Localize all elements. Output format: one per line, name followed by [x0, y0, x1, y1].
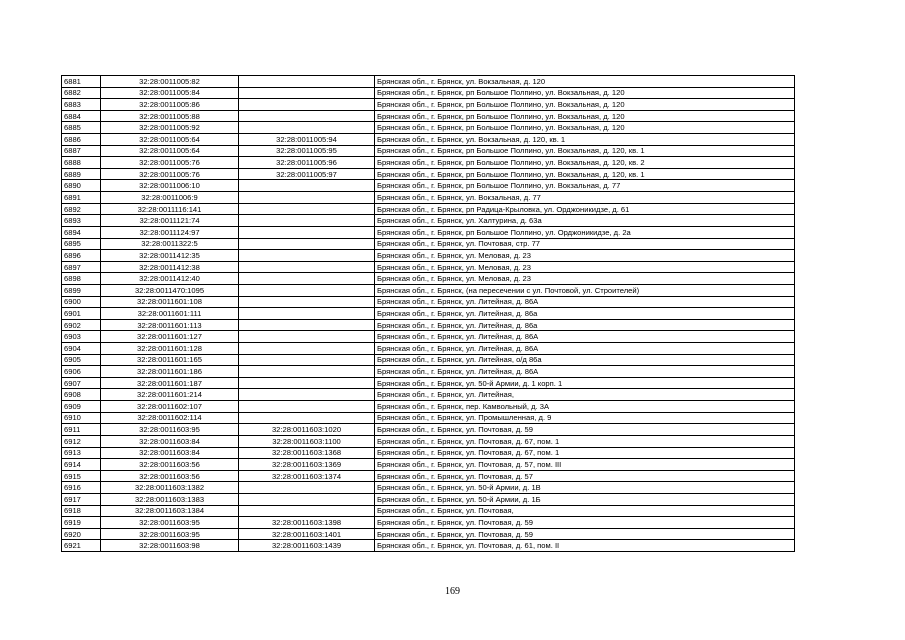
- address-cell: Брянская обл., г. Брянск, ул. Вокзальная, д. 120: [375, 76, 795, 88]
- table-row: [62, 87, 795, 99]
- table-row: [62, 377, 795, 389]
- row-number-cell: 6897: [62, 261, 101, 273]
- row-number-cell: 6908: [62, 389, 101, 401]
- linked-cadastral-number-cell: [239, 389, 375, 401]
- cadastral-number-cell: 32:28:0011603:95: [101, 528, 239, 540]
- register-table-body: [62, 76, 795, 552]
- cadastral-number-cell: 32:28:0011603:95: [101, 424, 239, 436]
- cadastral-number-cell: 32:28:0011412:35: [101, 250, 239, 262]
- cadastral-number-cell: 32:28:0011470:1095: [101, 284, 239, 296]
- cadastral-number-cell: 32:28:0011116:141: [101, 203, 239, 215]
- linked-cadastral-number-cell: [239, 482, 375, 494]
- cadastral-number-cell: 32:28:0011005:82: [101, 76, 239, 88]
- address-cell: Брянская обл., г. Брянск, ул. Вокзальная, д. 77: [375, 192, 795, 204]
- address-cell: Брянская обл., г. Брянск, ул. Промышленная, д. 9: [375, 412, 795, 424]
- table-row: [62, 331, 795, 343]
- cadastral-number-cell: 32:28:0011601:108: [101, 296, 239, 308]
- linked-cadastral-number-cell: [239, 366, 375, 378]
- cadastral-number-cell: 32:28:0011603:56: [101, 459, 239, 471]
- row-number-cell: 6889: [62, 168, 101, 180]
- linked-cadastral-number-cell: 32:28:0011603:1439: [239, 540, 375, 552]
- address-cell: Брянская обл., г. Брянск, ул. Литейная, д. 86А: [375, 331, 795, 343]
- table-row: [62, 238, 795, 250]
- address-cell: Брянская обл., г. Брянск, ул. Меловая, д. 23: [375, 273, 795, 285]
- linked-cadastral-number-cell: [239, 192, 375, 204]
- row-number-cell: 6887: [62, 145, 101, 157]
- row-number-cell: 6886: [62, 134, 101, 146]
- table-row: [62, 459, 795, 471]
- row-number-cell: 6907: [62, 377, 101, 389]
- linked-cadastral-number-cell: [239, 203, 375, 215]
- address-cell: Брянская обл., г. Брянск, ул. Меловая, д. 23: [375, 250, 795, 262]
- cadastral-number-cell: 32:28:0011601:113: [101, 319, 239, 331]
- table-row: [62, 192, 795, 204]
- table-row: [62, 308, 795, 320]
- address-cell: Брянская обл., г. Брянск, рп Радица-Крыловка, ул. Орджоникидзе, д. 61: [375, 203, 795, 215]
- cadastral-number-cell: 32:28:0011603:98: [101, 540, 239, 552]
- table-row: [62, 168, 795, 180]
- address-cell: Брянская обл., г. Брянск, ул. Литейная, д. 86А: [375, 366, 795, 378]
- table-row: [62, 99, 795, 111]
- cadastral-number-cell: 32:28:0011005:64: [101, 145, 239, 157]
- address-cell: Брянская обл., г. Брянск, рп Большое Полпино, ул. Вокзальная, д. 120, кв. 2: [375, 157, 795, 169]
- linked-cadastral-number-cell: [239, 412, 375, 424]
- cadastral-number-cell: 32:28:0011602:107: [101, 401, 239, 413]
- row-number-cell: 6921: [62, 540, 101, 552]
- cadastral-number-cell: 32:28:0011603:1384: [101, 505, 239, 517]
- linked-cadastral-number-cell: 32:28:0011005:97: [239, 168, 375, 180]
- cadastral-number-cell: 32:28:0011412:38: [101, 261, 239, 273]
- row-number-cell: 6894: [62, 226, 101, 238]
- address-cell: Брянская обл., г. Брянск, ул. Почтовая, д. 67, пом. 1: [375, 435, 795, 447]
- address-cell: Брянская обл., г. Брянск, ул. Почтовая, стр. 77: [375, 238, 795, 250]
- linked-cadastral-number-cell: [239, 122, 375, 134]
- row-number-cell: 6885: [62, 122, 101, 134]
- address-cell: Брянская обл., г. Брянск, рп Большое Полпино, ул. Вокзальная, д. 120: [375, 122, 795, 134]
- linked-cadastral-number-cell: [239, 215, 375, 227]
- linked-cadastral-number-cell: 32:28:0011603:1398: [239, 517, 375, 529]
- linked-cadastral-number-cell: [239, 505, 375, 517]
- address-cell: Брянская обл., г. Брянск, ул. Почтовая, д. 59: [375, 424, 795, 436]
- row-number-cell: 6916: [62, 482, 101, 494]
- linked-cadastral-number-cell: 32:28:0011005:94: [239, 134, 375, 146]
- linked-cadastral-number-cell: [239, 296, 375, 308]
- row-number-cell: 6896: [62, 250, 101, 262]
- cadastral-number-cell: 32:28:0011005:64: [101, 134, 239, 146]
- cadastral-number-cell: 32:28:0011006:10: [101, 180, 239, 192]
- table-row: [62, 110, 795, 122]
- row-number-cell: 6909: [62, 401, 101, 413]
- linked-cadastral-number-cell: [239, 401, 375, 413]
- row-number-cell: 6901: [62, 308, 101, 320]
- table-row: [62, 412, 795, 424]
- row-number-cell: 6903: [62, 331, 101, 343]
- table-row: [62, 145, 795, 157]
- address-cell: Брянская обл., г. Брянск, ул. 50-й Армии, д. 1 корп. 1: [375, 377, 795, 389]
- row-number-cell: 6910: [62, 412, 101, 424]
- cadastral-number-cell: 32:28:0011005:84: [101, 87, 239, 99]
- address-cell: Брянская обл., г. Брянск, (на пересечении с ул. Почтовой, ул. Строителей): [375, 284, 795, 296]
- row-number-cell: 6898: [62, 273, 101, 285]
- address-cell: Брянская обл., г. Брянск, рп Большое Полпино, ул. Вокзальная, д. 120: [375, 87, 795, 99]
- address-cell: Брянская обл., г. Брянск, ул. Литейная, д. 86А: [375, 296, 795, 308]
- table-row: [62, 157, 795, 169]
- cadastral-number-cell: 32:28:0011005:76: [101, 168, 239, 180]
- row-number-cell: 6892: [62, 203, 101, 215]
- row-number-cell: 6917: [62, 493, 101, 505]
- row-number-cell: 6902: [62, 319, 101, 331]
- address-cell: Брянская обл., г. Брянск, рп Большое Полпино, ул. Орджоникидзе, д. 2а: [375, 226, 795, 238]
- cadastral-number-cell: 32:28:0011603:1383: [101, 493, 239, 505]
- linked-cadastral-number-cell: 32:28:0011603:1369: [239, 459, 375, 471]
- cadastral-number-cell: 32:28:0011006:9: [101, 192, 239, 204]
- cadastral-number-cell: 32:28:0011603:84: [101, 435, 239, 447]
- linked-cadastral-number-cell: [239, 308, 375, 320]
- table-row: [62, 284, 795, 296]
- address-cell: Брянская обл., г. Брянск, ул. Почтовая, д. 61, пом. II: [375, 540, 795, 552]
- linked-cadastral-number-cell: 32:28:0011603:1368: [239, 447, 375, 459]
- cadastral-number-cell: 32:28:0011602:114: [101, 412, 239, 424]
- cadastral-number-cell: 32:28:0011005:88: [101, 110, 239, 122]
- address-cell: Брянская обл., г. Брянск, ул. Халтурина, д. 63а: [375, 215, 795, 227]
- table-row: [62, 540, 795, 552]
- row-number-cell: 6899: [62, 284, 101, 296]
- row-number-cell: 6914: [62, 459, 101, 471]
- linked-cadastral-number-cell: [239, 180, 375, 192]
- address-cell: Брянская обл., г. Брянск, ул. Меловая, д. 23: [375, 261, 795, 273]
- table-row: [62, 505, 795, 517]
- table-row: [62, 261, 795, 273]
- cadastral-number-cell: 32:28:0011601:127: [101, 331, 239, 343]
- linked-cadastral-number-cell: 32:28:0011005:95: [239, 145, 375, 157]
- table-row: [62, 528, 795, 540]
- row-number-cell: 6913: [62, 447, 101, 459]
- row-number-cell: 6915: [62, 470, 101, 482]
- table-row: [62, 493, 795, 505]
- table-row: [62, 296, 795, 308]
- table-row: [62, 354, 795, 366]
- row-number-cell: 6884: [62, 110, 101, 122]
- address-cell: Брянская обл., г. Брянск, ул. Литейная, д. 86а: [375, 319, 795, 331]
- cadastral-number-cell: 32:28:0011601:186: [101, 366, 239, 378]
- address-cell: Брянская обл., г. Брянск, ул. 50-й Армии, д. 1В: [375, 482, 795, 494]
- linked-cadastral-number-cell: 32:28:0011005:96: [239, 157, 375, 169]
- linked-cadastral-number-cell: [239, 110, 375, 122]
- row-number-cell: 6890: [62, 180, 101, 192]
- cadastral-number-cell: 32:28:0011603:1382: [101, 482, 239, 494]
- address-cell: Брянская обл., г. Брянск, ул. Почтовая, д. 59: [375, 517, 795, 529]
- row-number-cell: 6918: [62, 505, 101, 517]
- linked-cadastral-number-cell: 32:28:0011603:1100: [239, 435, 375, 447]
- address-cell: Брянская обл., г. Брянск, ул. Литейная,: [375, 389, 795, 401]
- table-row: [62, 226, 795, 238]
- address-cell: Брянская обл., г. Брянск, ул. Литейная, о/д 86а: [375, 354, 795, 366]
- row-number-cell: 6893: [62, 215, 101, 227]
- table-row: [62, 470, 795, 482]
- table-row: [62, 180, 795, 192]
- cadastral-number-cell: 32:28:0011603:56: [101, 470, 239, 482]
- page-number: 169: [445, 586, 460, 597]
- linked-cadastral-number-cell: [239, 226, 375, 238]
- row-number-cell: 6905: [62, 354, 101, 366]
- linked-cadastral-number-cell: [239, 377, 375, 389]
- address-cell: Брянская обл., г. Брянск, ул. Почтовая, д. 67, пом. 1: [375, 447, 795, 459]
- address-cell: Брянская обл., г. Брянск, ул. 50-й Армии, д. 1Б: [375, 493, 795, 505]
- address-cell: Брянская обл., г. Брянск, рп Большое Полпино, ул. Вокзальная, д. 120, кв. 1: [375, 145, 795, 157]
- linked-cadastral-number-cell: [239, 331, 375, 343]
- address-cell: Брянская обл., г. Брянск, ул. Почтовая, д. 57: [375, 470, 795, 482]
- linked-cadastral-number-cell: [239, 87, 375, 99]
- cadastral-number-cell: 32:28:0011601:187: [101, 377, 239, 389]
- row-number-cell: 6912: [62, 435, 101, 447]
- row-number-cell: 6920: [62, 528, 101, 540]
- address-cell: Брянская обл., г. Брянск, ул. Почтовая, д. 59: [375, 528, 795, 540]
- linked-cadastral-number-cell: 32:28:0011603:1020: [239, 424, 375, 436]
- address-cell: Брянская обл., г. Брянск, пер. Камвольный, д. 3А: [375, 401, 795, 413]
- table-row: [62, 76, 795, 88]
- row-number-cell: 6882: [62, 87, 101, 99]
- table-row: [62, 122, 795, 134]
- row-number-cell: 6911: [62, 424, 101, 436]
- table-row: [62, 517, 795, 529]
- cadastral-number-cell: 32:28:0011005:76: [101, 157, 239, 169]
- cadastral-number-cell: 32:28:0011601:214: [101, 389, 239, 401]
- linked-cadastral-number-cell: [239, 99, 375, 111]
- cadastral-number-cell: 32:28:0011601:128: [101, 343, 239, 355]
- cadastral-number-cell: 32:28:0011322:5: [101, 238, 239, 250]
- table-row: [62, 343, 795, 355]
- row-number-cell: 6881: [62, 76, 101, 88]
- address-cell: Брянская обл., г. Брянск, рп Большое Полпино, ул. Вокзальная, д. 77: [375, 180, 795, 192]
- address-cell: Брянская обл., г. Брянск, ул. Литейная, д. 86а: [375, 308, 795, 320]
- table-row: [62, 424, 795, 436]
- row-number-cell: 6906: [62, 366, 101, 378]
- cadastral-number-cell: 32:28:0011603:95: [101, 517, 239, 529]
- linked-cadastral-number-cell: 32:28:0011603:1374: [239, 470, 375, 482]
- linked-cadastral-number-cell: 32:28:0011603:1401: [239, 528, 375, 540]
- cadastral-number-cell: 32:28:0011603:84: [101, 447, 239, 459]
- address-cell: Брянская обл., г. Брянск, рп Большое Полпино, ул. Вокзальная, д. 120: [375, 110, 795, 122]
- table-row: [62, 435, 795, 447]
- linked-cadastral-number-cell: [239, 354, 375, 366]
- table-row: [62, 447, 795, 459]
- address-cell: Брянская обл., г. Брянск, ул. Почтовая,: [375, 505, 795, 517]
- cadastral-number-cell: 32:28:0011121:74: [101, 215, 239, 227]
- address-cell: Брянская обл., г. Брянск, рп Большое Полпино, ул. Вокзальная, д. 120: [375, 99, 795, 111]
- row-number-cell: 6888: [62, 157, 101, 169]
- cadastral-number-cell: 32:28:0011412:40: [101, 273, 239, 285]
- linked-cadastral-number-cell: [239, 273, 375, 285]
- table-row: [62, 215, 795, 227]
- address-cell: Брянская обл., г. Брянск, рп Большое Полпино, ул. Вокзальная, д. 120, кв. 1: [375, 168, 795, 180]
- row-number-cell: 6900: [62, 296, 101, 308]
- linked-cadastral-number-cell: [239, 76, 375, 88]
- address-cell: Брянская обл., г. Брянск, ул. Вокзальная, д. 120, кв. 1: [375, 134, 795, 146]
- cadastral-number-cell: 32:28:0011601:165: [101, 354, 239, 366]
- table-row: [62, 482, 795, 494]
- cadastral-number-cell: 32:28:0011005:92: [101, 122, 239, 134]
- address-cell: Брянская обл., г. Брянск, ул. Литейная, д. 86А: [375, 343, 795, 355]
- table-row: [62, 250, 795, 262]
- linked-cadastral-number-cell: [239, 493, 375, 505]
- table-row: [62, 273, 795, 285]
- table-row: [62, 134, 795, 146]
- row-number-cell: 6883: [62, 99, 101, 111]
- table-row: [62, 319, 795, 331]
- cadastral-number-cell: 32:28:0011005:86: [101, 99, 239, 111]
- linked-cadastral-number-cell: [239, 261, 375, 273]
- row-number-cell: 6895: [62, 238, 101, 250]
- cadastral-number-cell: 32:28:0011601:111: [101, 308, 239, 320]
- table-row: [62, 401, 795, 413]
- table-row: [62, 203, 795, 215]
- table-row: [62, 366, 795, 378]
- linked-cadastral-number-cell: [239, 250, 375, 262]
- address-cell: Брянская обл., г. Брянск, ул. Почтовая, д. 57, пом. III: [375, 459, 795, 471]
- linked-cadastral-number-cell: [239, 343, 375, 355]
- linked-cadastral-number-cell: [239, 284, 375, 296]
- linked-cadastral-number-cell: [239, 319, 375, 331]
- linked-cadastral-number-cell: [239, 238, 375, 250]
- table-row: [62, 389, 795, 401]
- cadastral-number-cell: 32:28:0011124:97: [101, 226, 239, 238]
- property-register-table: [61, 75, 795, 552]
- row-number-cell: 6919: [62, 517, 101, 529]
- row-number-cell: 6891: [62, 192, 101, 204]
- row-number-cell: 6904: [62, 343, 101, 355]
